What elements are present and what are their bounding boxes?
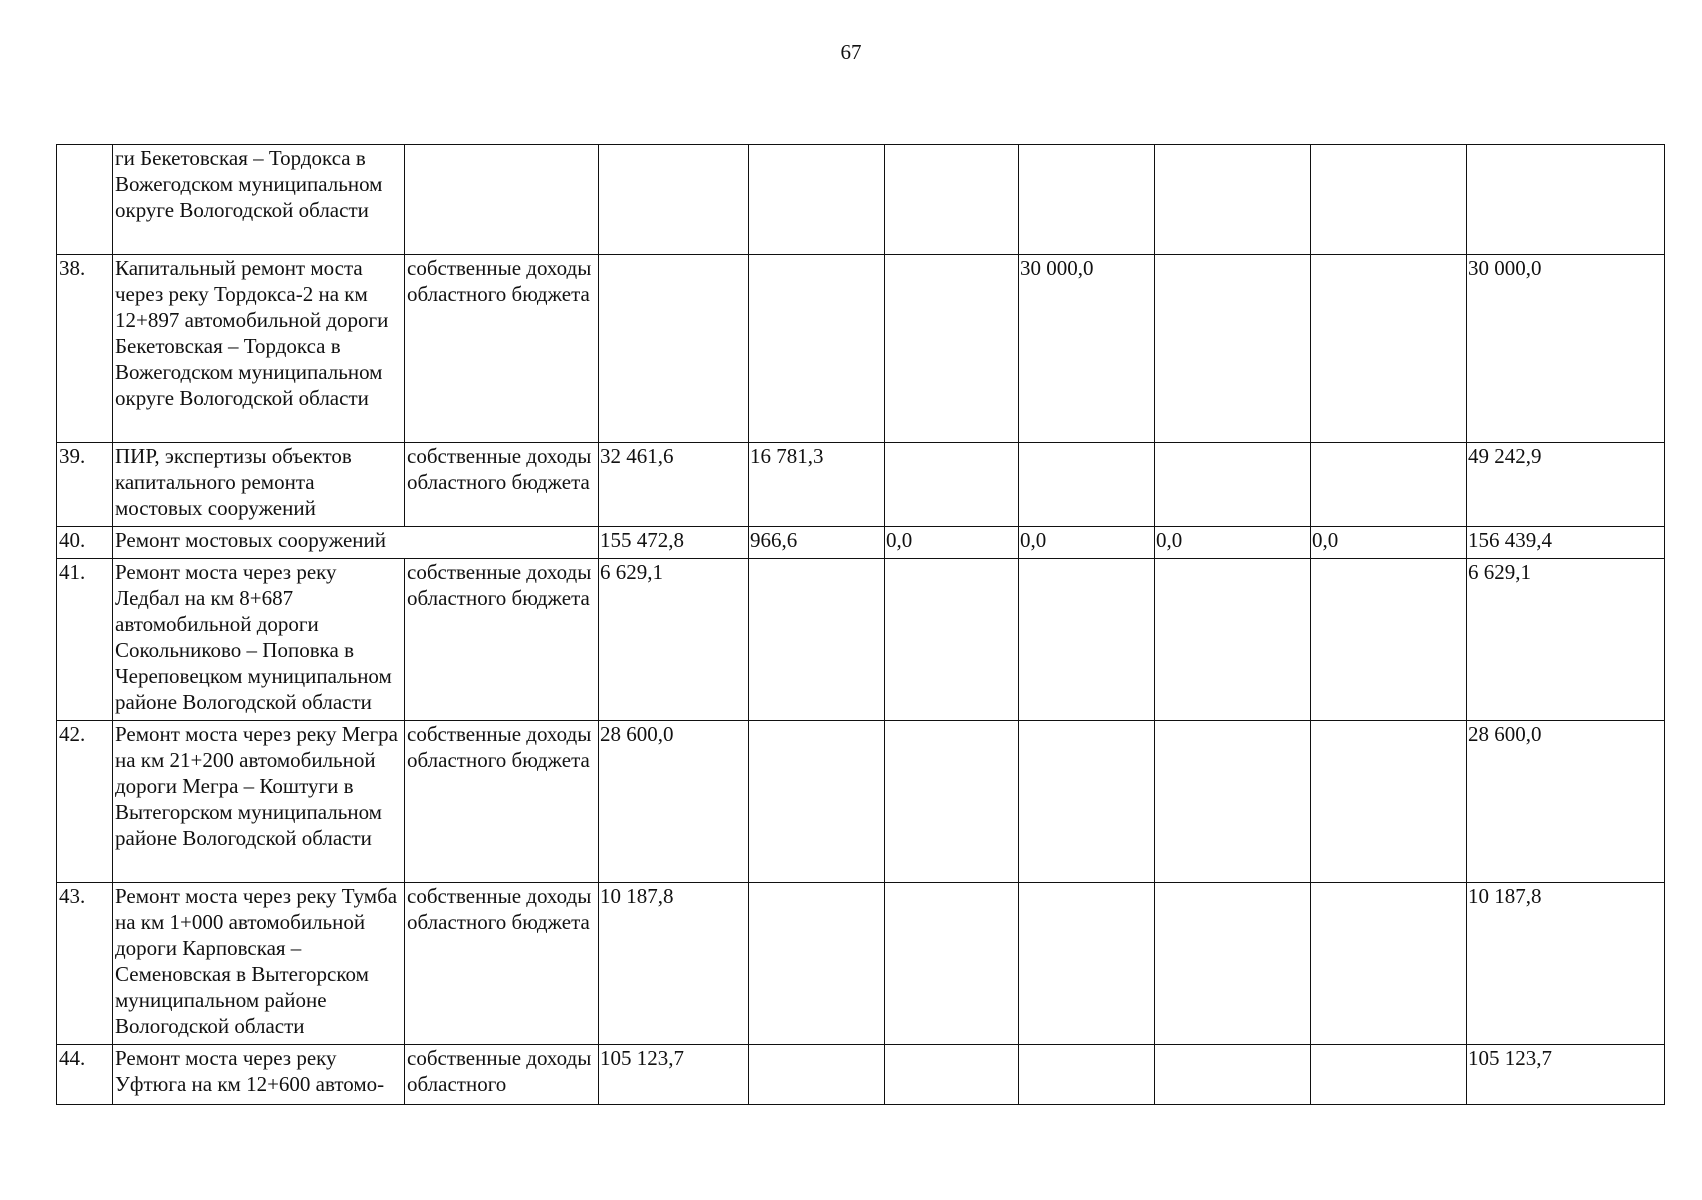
row-value-cell	[1155, 255, 1311, 443]
row-value-cell	[599, 145, 749, 255]
row-value-cell	[885, 883, 1019, 1045]
table-row	[57, 883, 1665, 1045]
row-source-cell	[405, 145, 599, 255]
row-source-cell: собственные доходы областного	[405, 1045, 599, 1105]
row-value-cell	[749, 883, 885, 1045]
row-name-cell: Ремонт моста через реку Ледбал на км 8+687 автомобильной дороги Сокольниково – Поповка в Череповецком муниципальном районе Вологодской области	[113, 559, 405, 721]
row-value-cell: 105 123,7	[599, 1045, 749, 1105]
row-value-cell: 10 187,8	[599, 883, 749, 1045]
row-number-cell	[57, 145, 113, 255]
row-value-cell	[1311, 145, 1467, 255]
row-value-cell	[1311, 443, 1467, 527]
row-name-cell: Ремонт моста через реку Тумба на км 1+000 автомобильной дороги Карповская – Семеновская в Вытегорском муниципальном районе Вологодской области	[113, 883, 405, 1045]
row-name-cell: Ремонт мостовых сооружений	[113, 527, 599, 559]
table-row	[57, 145, 1665, 255]
row-number-cell: 42.	[57, 721, 113, 883]
row-total-cell: 30 000,0	[1467, 255, 1665, 443]
table-row	[57, 721, 1665, 883]
row-number-cell: 39.	[57, 443, 113, 527]
row-total-cell	[1467, 145, 1665, 255]
row-value-cell	[1155, 559, 1311, 721]
row-number-cell: 38.	[57, 255, 113, 443]
row-value-cell	[749, 1045, 885, 1105]
row-value-cell	[1311, 1045, 1467, 1105]
row-total-cell: 49 242,9	[1467, 443, 1665, 527]
table-row	[57, 559, 1665, 721]
row-value-cell	[1311, 559, 1467, 721]
row-number-cell: 40.	[57, 527, 113, 559]
row-name-cell: Капитальный ремонт моста через реку Тордокса-2 на км 12+897 автомобильной дороги Бекетовская – Тордокса в Вожегодском муниципальном округе Вологодской области	[113, 255, 405, 443]
row-value-cell	[749, 145, 885, 255]
row-name-cell: Ремонт моста через реку Уфтюга на км 12+600 автомо-	[113, 1045, 405, 1105]
row-total-cell: 10 187,8	[1467, 883, 1665, 1045]
table-row	[57, 443, 1665, 527]
row-value-cell	[885, 443, 1019, 527]
table-row	[57, 255, 1665, 443]
row-value-cell	[1019, 559, 1155, 721]
row-number-cell: 44.	[57, 1045, 113, 1105]
row-source-cell: собственные доходы областного бюджета	[405, 721, 599, 883]
row-total-cell: 6 629,1	[1467, 559, 1665, 721]
row-value-cell	[1311, 721, 1467, 883]
row-value-cell: 966,6	[749, 527, 885, 559]
row-value-cell	[1019, 145, 1155, 255]
row-value-cell	[599, 255, 749, 443]
row-value-cell	[885, 559, 1019, 721]
row-value-cell	[1155, 1045, 1311, 1105]
row-name-cell: ги Бекетовская – Тордокса в Вожегодском муниципальном округе Вологодской области	[113, 145, 405, 255]
row-total-cell: 105 123,7	[1467, 1045, 1665, 1105]
row-value-cell	[1019, 443, 1155, 527]
row-total-cell: 156 439,4	[1467, 527, 1665, 559]
row-value-cell	[885, 1045, 1019, 1105]
budget-table	[56, 144, 1665, 1105]
row-value-cell: 155 472,8	[599, 527, 749, 559]
row-value-cell	[1155, 883, 1311, 1045]
row-number-cell: 41.	[57, 559, 113, 721]
row-source-cell: собственные доходы областного бюджета	[405, 559, 599, 721]
table-group-row	[57, 527, 1665, 559]
row-source-cell: собственные доходы областного бюджета	[405, 883, 599, 1045]
row-value-cell	[749, 559, 885, 721]
row-value-cell: 16 781,3	[749, 443, 885, 527]
row-total-cell: 28 600,0	[1467, 721, 1665, 883]
row-value-cell	[885, 721, 1019, 883]
row-value-cell	[749, 255, 885, 443]
row-number-cell: 43.	[57, 883, 113, 1045]
table-row	[57, 1045, 1665, 1105]
row-value-cell	[1155, 145, 1311, 255]
row-value-cell	[1311, 883, 1467, 1045]
row-value-cell: 30 000,0	[1019, 255, 1155, 443]
row-value-cell	[1019, 883, 1155, 1045]
row-source-cell: собственные доходы областного бюджета	[405, 443, 599, 527]
row-value-cell	[885, 145, 1019, 255]
row-value-cell	[1155, 721, 1311, 883]
row-value-cell: 0,0	[1155, 527, 1311, 559]
row-value-cell: 28 600,0	[599, 721, 749, 883]
row-value-cell: 0,0	[885, 527, 1019, 559]
row-value-cell	[749, 721, 885, 883]
row-value-cell	[1155, 443, 1311, 527]
page-number: 67	[840, 40, 862, 64]
table-body	[57, 145, 1665, 1105]
row-value-cell: 0,0	[1019, 527, 1155, 559]
row-value-cell	[1311, 255, 1467, 443]
row-source-cell: собственные доходы областного бюджета	[405, 255, 599, 443]
row-name-cell: Ремонт моста через реку Мегра на км 21+200 автомобильной дороги Мегра – Коштуги в Вытегорском муниципальном районе Вологодской области	[113, 721, 405, 883]
row-value-cell: 6 629,1	[599, 559, 749, 721]
row-value-cell: 32 461,6	[599, 443, 749, 527]
row-value-cell	[1019, 721, 1155, 883]
row-value-cell	[1019, 1045, 1155, 1105]
row-value-cell: 0,0	[1311, 527, 1467, 559]
row-name-cell: ПИР, экспертизы объектов капитального ремонта мостовых сооружений	[113, 443, 405, 527]
row-value-cell	[885, 255, 1019, 443]
